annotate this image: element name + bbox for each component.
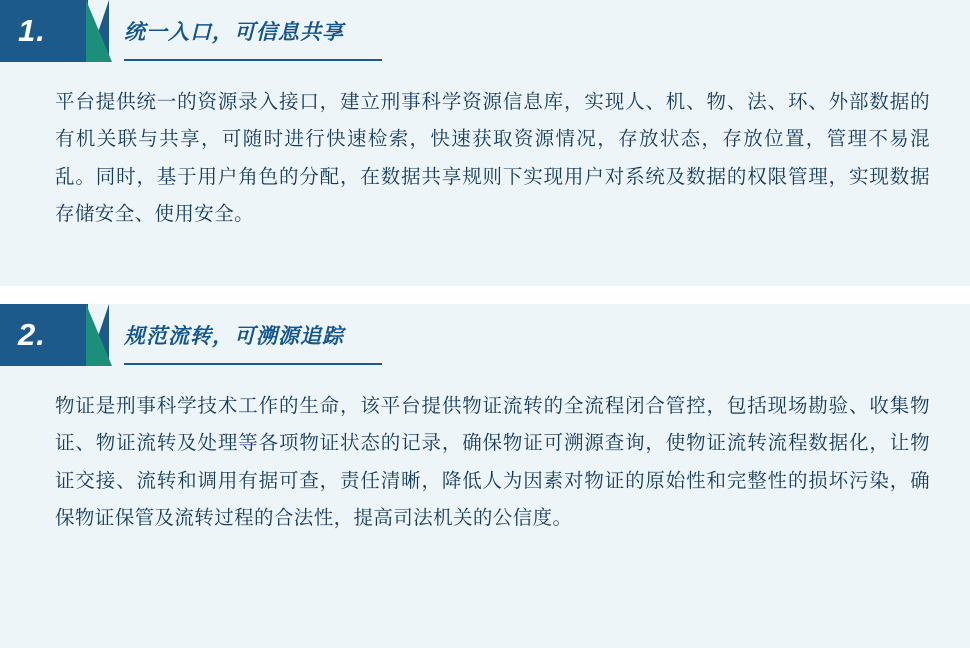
section-1-title: 统一入口，可信息共享	[124, 21, 344, 44]
accent-slash-icon	[86, 304, 112, 366]
section-2-title-rule	[124, 363, 382, 365]
feature-section-2	[0, 304, 970, 648]
section-1-number-tab: 1.	[0, 0, 88, 62]
section-1-header	[0, 0, 970, 62]
feature-section-1	[0, 0, 970, 286]
section-2-header	[0, 304, 970, 366]
section-2-title: 规范流转，可溯源追踪	[124, 325, 344, 348]
section-2-number-tab: 2.	[0, 304, 88, 366]
section-2-body: 物证是刑事科学技术工作的生命，该平台提供物证流转的全流程闭合管控，包括现场勘验、收集物证、物证流转及处理等各项物证状态的记录，确保物证可溯源查询，使物证流转流程数据化，让物证交接、流转和调用有据可查，责任清晰，降低人为因素对物证的原始性和完整性的损坏污染，确保物证保管及流转过程的合法性，提高司法机关的公信度。	[55, 395, 930, 530]
section-1-title-rule	[124, 59, 382, 61]
section-1-body: 平台提供统一的资源录入接口，建立刑事科学资源信息库，实现人、机、物、法、环、外部数据的有机关联与共享，可随时进行快速检索，快速获取资源情况，存放状态，存放位置，管理不易混乱。同时，基于用户角色的分配，在数据共享规则下实现用户对系统及数据的权限管理，实现数据存储安全、使用安全。	[55, 91, 930, 226]
accent-slash-icon	[86, 0, 112, 62]
